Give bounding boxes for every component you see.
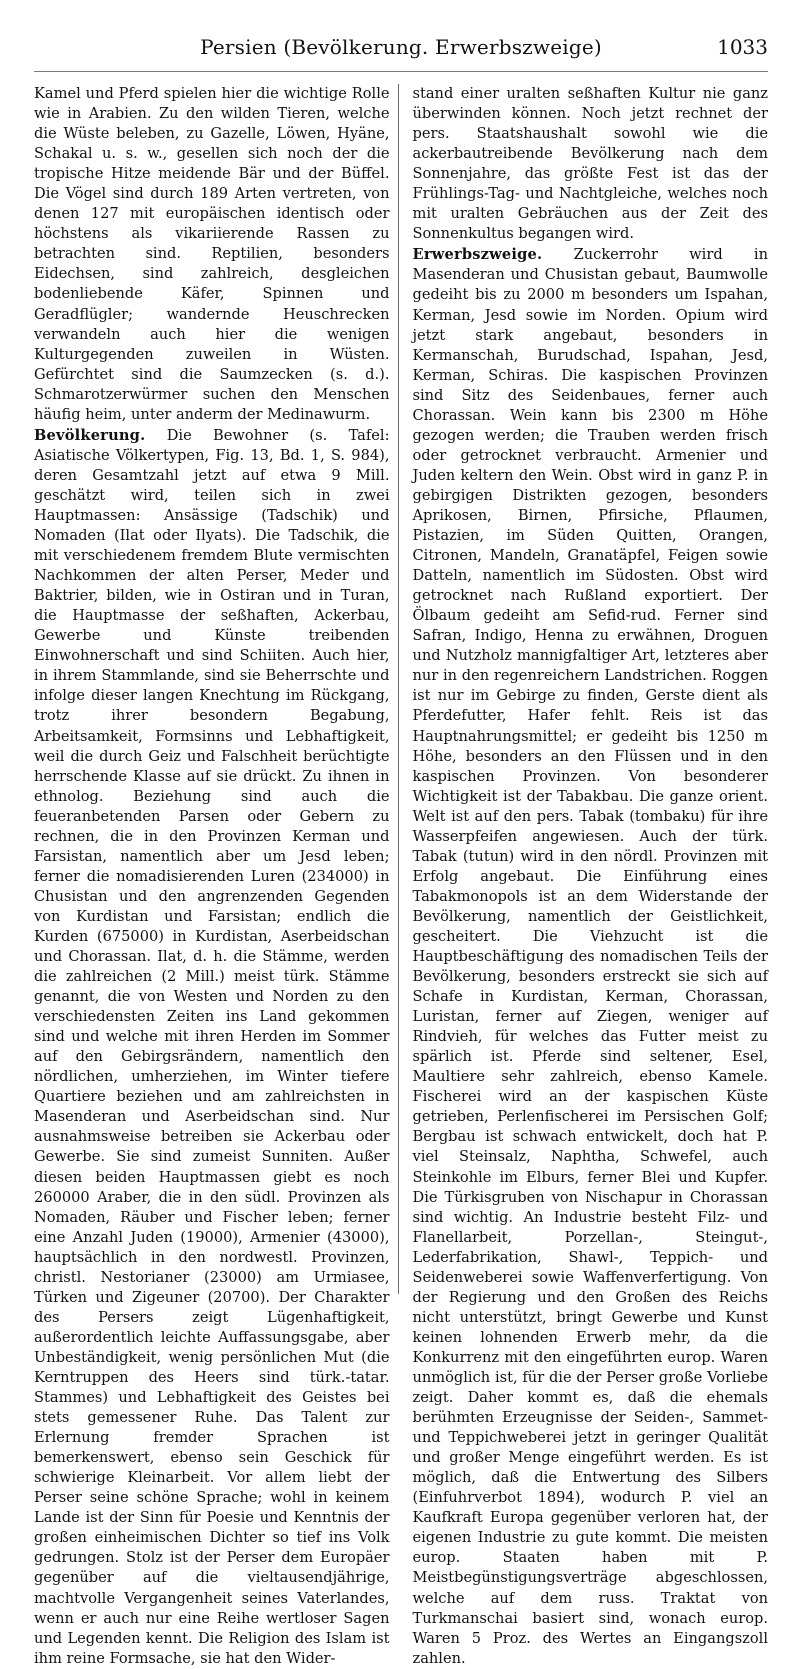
page-number: 1033 [717, 35, 768, 59]
population-paragraph [34, 426, 390, 1669]
population-heading: Bevölkerung. [34, 426, 146, 444]
right-paragraph-religion: stand einer uralten seßhaften Kultur nie ganz überwinden können. Noch jetzt rechnet der pers. Staatshaushalt sowohl wie die ackerbautreibende Bevölkerung nach dem Sonnenjahre, das größte Fest ist das der Frühlings-Tag- und Nachtgleiche, welches noch mit uralten Gebräuchen aus der Zeit des Sonnenkultus begangen wird. [412, 85, 768, 243]
left-paragraph-fauna: Kamel und Pferd spielen hier die wichtige Rolle wie in Arabien. Zu den wilden Tieren, welche die Wüste beleben, zu Gazelle, Löwen, Hyäne, Schakal u. s. w., gesellen sich noch der die tropische Hitze meidende Bär und der Büffel. Die Vögel sind durch 189 Arten vertreten, von denen 127 mit europäischen identisch oder höchstens als vikariierende Rassen zu betrachten sind. Reptilien, besonders Eidechsen, sind zahlreich, desgleichen bodenliebende Käfer, Spinnen und Geradflügler; wandernde Heuschrecken verwandeln auch hier die wenigen Kulturgegenden zuweilen in Wüsten. Gefürchtet sind die Saumzecken (s. d.). Schmarotzerwürmer suchen den Menschen häufig heim, unter anderm der Medinawurm. [34, 85, 390, 423]
left-column [34, 84, 399, 1667]
economy-text: Zuckerrohr wird in Masenderan und Chusistan gebaut, Baumwolle gedeiht bis zu 2000 m besonders um Ispahan, Kerman, Jesd sowie im Norden. Opium wird jetzt stark angebaut, besonders in Kermanschah, Burudschad, Ispahan, Jesd, Kerman, Schiras. Die kaspischen Provinzen sind Sitz des Seidenbaues, ferner auch Chorassan. Wein kann bis 2300 m Höhe gezogen werden; die Trauben werden frisch oder getrocknet verbraucht. Armenier und Juden keltern den Wein. Obst wird in ganz P. in gebirgigen Distrikten gezogen, besonders Aprikosen, Birnen, Pfirsiche, Pflaumen, Pistazien, im Süden Quitten, Orangen, Citronen, Mandeln, Granatäpfel, Feigen sowie Datteln, namentlich im Südosten. Obst wird getrocknet nach Rußland exportiert. Der Ölbaum gedeiht am Sefid-rud. Ferner sind Safran, Indigo, Henna zu erwähnen, Droguen und Nutzholz mannigfaltiger Art, letzteres aber nur in den regenreichern Landstrichen. Roggen ist nur im Gebirge zu finden, Gerste dient als Pferdefutter, Hafer fehlt. Reis ist das Hauptnahrungsmittel; er gedeiht bis 1250 m Höhe, besonders an den Flüssen und in den kaspischen Provinzen. Von besonderer Wichtigkeit ist der Tabakbau. Die ganze orient. Welt ist auf den pers. Tabak (tombaku) für ihre Wasserpfeifen angewiesen. Auch der türk. Tabak (tutun) wird in den nördl. Provinzen mit Erfolg angebaut. Die Einführung eines Tabakmonopols ist an dem Widerstande der Bevölkerung, namentlich der Geistlichkeit, gescheitert. Die Viehzucht ist die Hauptbeschäftigung des nomadischen Teils der Bevölkerung, besonders erstreckt sie sich auf Schafe in Kurdistan, Kerman, Chorassan, Luristan, ferner auf Ziegen, weniger auf Rindvieh, für welches das Futter meist zu spärlich ist. Pferde sind seltener, Esel, Maultiere sehr zahlreich, ebenso Kamele. Fischerei wird an der kaspischen Küste getrieben, Perlenfischerei im Persischen Golf; Bergbau ist schwach entwickelt, doch hat P. viel Steinsalz, Naphtha, Schwefel, auch Steinkohle im Elburs, ferner Blei und Kupfer. Die Türkisgruben von Nischapur in Chorassan sind wichtig. An Industrie besteht Filz- und Flanellarbeit, Porzellan-, Steingut-, Lederfabrikation, Shawl-, Teppich- und Seidenweberei sowie Waffenverfertigung. Von der Regierung und den Großen des Reichs nicht unterstützt, bringt Gewerbe und Kunst keinen lohnenden Erwerb mehr, da die Konkurrenz mit den eingeführten europ. Waren unmöglich ist, für die der Perser große Vorliebe zeigt. Daher kommt es, daß die ehemals berühmten Erzeugnisse der Seiden-, Sammet- und Teppichweberei jetzt in geringer Qualität und großer Menge eingeführt werden. Es ist möglich, daß die Entwertung des Silbers (Einfuhrverbot 1894), wodurch P. viel an Kaufkraft Europa gegenüber verloren hat, der eigenen Industrie zu gute kommt. Die meisten europ. Staaten haben mit P. Meistbegünstigungsverträge abgeschlossen, welche auf dem russ. Traktat von Turkmanschai basiert sind, wonach europ. Waren 5 Proz. des Wertes an Eingangszoll zahlen. [412, 246, 768, 1667]
page-title: Persien (Bevölkerung. Erwerbszweige) [200, 35, 602, 59]
economy-paragraph [413, 245, 769, 1668]
right-column [412, 84, 769, 1667]
two-column-text [34, 84, 768, 1667]
running-header [34, 34, 768, 72]
economy-heading: Erwerbszweige. [412, 246, 543, 264]
population-text: Die Bewohner (s. Tafel: Asiatische Völkertypen, Fig. 13, Bd. 1, S. 984), deren Gesamtzahl jetzt auf etwa 9 Mill. geschätzt wird, teilen sich in zwei Hauptmassen: Ansässige (Tadschik) und Nomaden (Ilat oder Ilyats). Die Tadschik, die mit verschiedenem fremdem Blute vermischten Nachkommen der alten Perser, Meder und Baktrier, bilden, wie in Ostiran und in Turan, die Hauptmasse der seßhaften, Ackerbau, Gewerbe und Künste treibenden Einwohnerschaft und sind Schiiten. Auch hier, in ihrem Stammlande, sind sie Beherrschte und infolge dieser langen Knechtung im Rückgang, trotz ihrer besondern Begabung, Arbeitsamkeit, Formsinns und Lebhaftigkeit, weil die durch Geiz und Falschheit berüchtigte herrschende Klasse auf sie drückt. Zu ihnen in ethnolog. Beziehung sind auch die feueranbetenden Parsen oder Gebern zu rechnen, die in den Provinzen Kerman und Farsistan, namentlich aber um Jesd leben; ferner die nomadisierenden Luren (234000) in Chusistan und den angrenzenden Gegenden von Kurdistan und Farsistan; endlich die Kurden (675000) in Kurdistan, Aserbeidschan und Chorassan. Ilat, d. h. die Stämme, werden die zahlreichen (2 Mill.) meist türk. Stämme genannt, die von Westen und Norden zu den verschiedensten Zeiten ins Land gekommen sind und welche mit ihren Herden im Sommer auf den Gebirgsrändern, namentlich den nördlichen, umherziehen, im Winter tiefere Quartiere beziehen und am zahlreichsten in Masenderan und Aserbeidschan sind. Nur ausnahmsweise betreiben sie Ackerbau oder Gewerbe. Sie sind zumeist Sunniten. Außer diesen beiden Hauptmassen giebt es noch 260000 Araber, die in den südl. Provinzen als Nomaden, Räuber und Fischer leben; ferner eine Anzahl Juden (19000), Armenier (43000), hauptsächlich in den nordwestl. Provinzen, christl. Nestorianer (23000) am Urmiasee, Türken und Zigeuner (20700). Der Charakter des Persers zeigt Lügenhaftigkeit, außerordentlich leichte Auffassungsgabe, aber Unbeständigkeit, wenig persönlichen Mut (die Kerntruppen des Heers sind türk.-tatar. Stammes) und Lebhaftigkeit des Geistes bei stets gemessener Ruhe. Das Talent zur Erlernung fremder Sprachen ist bemerkenswert, ebenso sein Geschick für schwierige Kleinarbeit. Vor allem liebt der Perser seine schöne Sprache; wohl in keinem Lande ist der Sinn für Poesie und Kenntnis der großen einheimischen Dichter so tief ins Volk gedrungen. Stolz ist der Perser dem Europäer gegenüber auf die vieltausendjährige, machtvolle Vergangenheit seines Vaterlandes, wenn er auch nur eine Reihe wertloser Sagen und Legenden kennt. Die Religion des Islam ist ihm reine Formsache, sie hat den Wider- [34, 426, 390, 1667]
